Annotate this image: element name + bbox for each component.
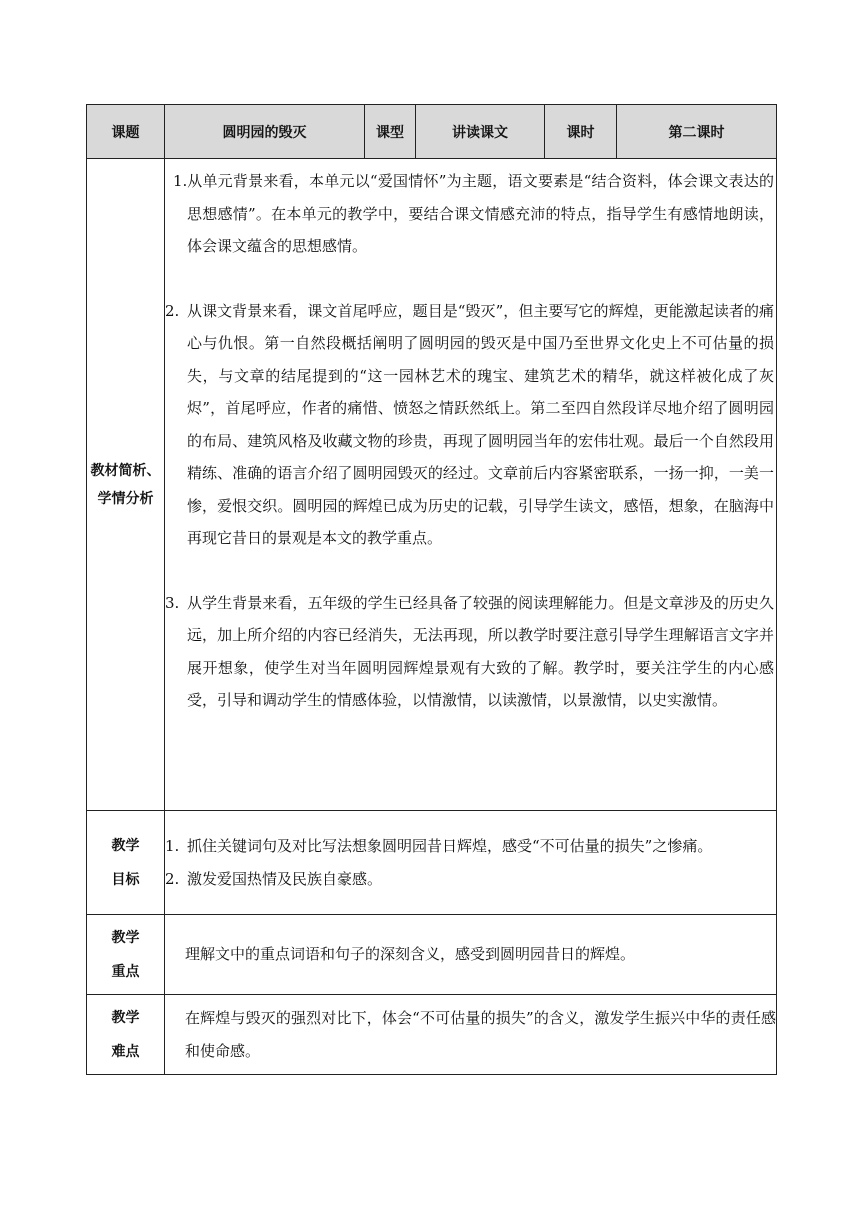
lesson-plan-table: [86, 104, 777, 1075]
difficulties-content: [165, 995, 777, 1075]
topic-value: 圆明园的毁灭: [165, 105, 365, 159]
goal-item: [165, 863, 776, 896]
type-label: 课型: [365, 105, 416, 159]
goals-row: [87, 811, 777, 915]
analysis-item-number: 1.: [173, 172, 188, 190]
analysis-item: [165, 165, 774, 263]
goal-item-number: 2.: [165, 869, 180, 888]
analysis-label-line1: 教材简析、: [90, 462, 161, 479]
type-value: 讲读课文: [416, 105, 545, 159]
difficulties-row: [87, 995, 777, 1075]
goal-item: [165, 830, 776, 863]
analysis-item-text: 从单元背景来看，本单元以“爱国情怀”为主题，语文要素是“结合资料，体会课文表达的思想感情”。在本单元的教学中，要结合课文情感充沛的特点，指导学生有感情地朗读，体会课文蕴含的思想感情。: [187, 172, 774, 255]
difficulties-label: [87, 995, 165, 1075]
topic-label: 课题: [87, 105, 165, 159]
analysis-content: [165, 159, 777, 811]
key-points-row: [87, 915, 777, 995]
period-label: 课时: [545, 105, 617, 159]
analysis-item: [165, 295, 774, 555]
goals-label: [87, 811, 165, 915]
goals-label-line1: 教学: [111, 837, 140, 854]
key-points-label-line2: 重点: [111, 963, 140, 980]
analysis-item-text: 从课文背景来看，课文首尾呼应，题目是“毁灭”，但主要写它的辉煌，更能激起读者的痛心与仇恨。第一自然段概括阐明了圆明园的毁灭是中国乃至世界文化史上不可估量的损失，与文章的结尾提到的“这一园林艺术的瑰宝、建筑艺术的精华，就这样被化成了灰烬”，首尾呼应，作者的痛惜、愤怒之情跃然纸上。第二至四自然段详尽地介绍了圆明园的布局、建筑风格及收藏文物的珍贵，再现了圆明园当年的宏伟壮观。最后一个自然段用精练、准确的语言介绍了圆明园毁灭的经过。文章前后内容紧密联系，一扬一抑，一美一惨，爱恨交织。圆明园的辉煌已成为历史的记载，引导学生读文，感悟，想象，在脑海中再现它昔日的景观是本文的教学重点。: [187, 301, 774, 547]
key-points-text: 理解文中的重点词语和句子的深刻含义，感受到圆明园昔日的辉煌。: [185, 945, 636, 964]
goal-item-text: 激发爱国热情及民族自豪感。: [187, 869, 383, 888]
analysis-item: [165, 587, 774, 717]
key-points-label-line1: 教学: [111, 929, 140, 946]
key-points-label: [87, 915, 165, 995]
goals-label-line2: 目标: [111, 871, 140, 888]
header-row: [87, 105, 777, 159]
goals-content: [165, 811, 777, 915]
difficulties-label-line2: 难点: [111, 1043, 140, 1060]
difficulties-label-line1: 教学: [111, 1009, 140, 1026]
analysis-item-number: 2.: [165, 301, 180, 320]
key-points-content: [165, 915, 777, 995]
goal-item-text: 抓住关键词句及对比写法想象圆明园昔日辉煌，感受“不可估量的损失”之惨痛。: [187, 837, 713, 855]
analysis-label: [87, 159, 165, 811]
analysis-row: [87, 159, 777, 811]
period-value: 第二课时: [617, 105, 777, 159]
analysis-item-number: 3.: [165, 593, 180, 612]
analysis-label-line2: 学情分析: [97, 490, 154, 507]
goal-item-number: 1.: [165, 837, 180, 855]
analysis-item-text: 从学生背景来看，五年级的学生已经具备了较强的阅读理解能力。但是文章涉及的历史久远，加上所介绍的内容已经消失，无法再现，所以教学时要注意引导学生理解语言文字并展开想象，使学生对当年圆明园辉煌景观有大致的了解。教学时，要关注学生的内心感受，引导和调动学生的情感体验，以情激情，以读激情，以景激情，以史实激情。: [187, 593, 774, 709]
difficulties-text: 在辉煌与毁灭的强烈对比下，体会“不可估量的损失”的含义，激发学生振兴中华的责任感和使命感。: [185, 1009, 776, 1060]
